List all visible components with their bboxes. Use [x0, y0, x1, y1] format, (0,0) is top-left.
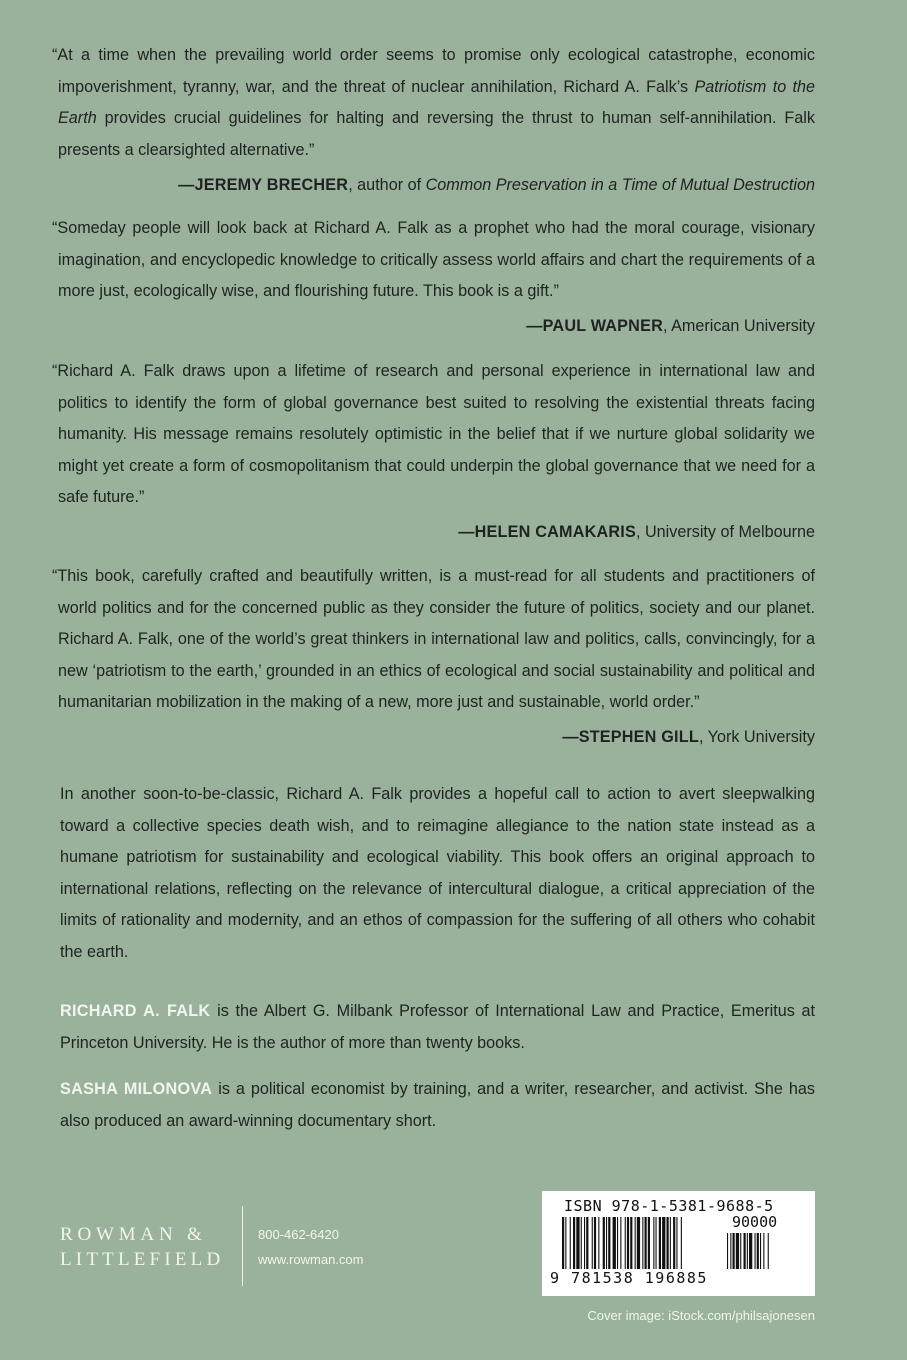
quote-gill: “This book, carefully crafted and beautifully written, is a must-read for all students and practitioners of world politics and for the concerned public as they consider the future of politics, society and our planet. Richard A. Falk, one of the world’s great thinkers in international law and politics, calls, convincingly, for a new ‘patriotism to the earth,’ grounded in an ethics of ecological and social sustainability and political and humanitarian mobilization in the making of a new, more just and sustainable, world order.”: [52, 567, 815, 711]
affiliation: , American University: [662, 317, 815, 335]
bio-milonova: [60, 1074, 815, 1137]
book-title-italic: Patriotism to the Earth: [58, 77, 815, 127]
affiliation-book: Common Preservation in a Time of Mutual Destruction: [425, 176, 815, 194]
affiliation: , University of Melbourne: [635, 523, 815, 541]
publisher-phone: 800-462-6420: [258, 1227, 339, 1242]
bio-text: is a political economist by training, and a writer, researcher, and activist. She has also produced an award-winning documentary short.: [60, 1080, 815, 1130]
author-name: —STEPHEN GILL: [562, 728, 699, 746]
publisher-website: www.rowman.com: [258, 1252, 364, 1267]
publisher-contact: [258, 1222, 363, 1272]
author-name: —PAUL WAPNER: [526, 317, 663, 335]
publisher-divider: [242, 1206, 243, 1286]
cover-credit: Cover image: iStock.com/philsajonesen: [587, 1308, 815, 1323]
bio-text: is the Albert G. Milbank Professor of International Law and Practice, Emeritus at Princeton University. He is the author of more than twenty books.: [60, 1002, 815, 1052]
attribution-brecher: [178, 170, 815, 201]
publisher-line2: LITTLEFIELD: [60, 1249, 225, 1270]
attribution-camakaris: [458, 517, 815, 548]
quote-brecher: [52, 40, 815, 166]
attribution-gill: [562, 722, 815, 753]
quote-text: “At a time when the prevailing world order seems to promise only ecological catastrophe, economic impoverishment, tyranny, war, and the threat of nuclear annihilation, Richard A. Falk’s: [52, 46, 815, 96]
isbn-label: ISBN 978-1-5381-9688-5: [564, 1197, 774, 1215]
author-name: —HELEN CAMAKARIS: [458, 523, 636, 541]
ean-number: 9 781538 196885: [550, 1269, 708, 1287]
bio-name: RICHARD A. FALK: [60, 1002, 211, 1020]
affiliation: , York University: [698, 728, 815, 746]
barcode-box: [542, 1191, 815, 1296]
attribution-wapner: [526, 311, 815, 342]
author-name: —JEREMY BRECHER: [178, 176, 349, 194]
bio-falk: [60, 996, 815, 1059]
publisher-line1: ROWMAN &: [60, 1224, 207, 1245]
affiliation-prefix: , author of: [348, 176, 426, 194]
book-description: In another soon-to-be-classic, Richard A. Falk provides a hopeful call to action to avert sleepwalking toward a collective species death wish, and to reimagine allegiance to the nation state instead as a humane patriotism for sustainability and ecological viability. This book offers an original approach to international relations, reflecting on the relevance of intercultural dialogue, a critical appreciation of the limits of rationality and modernity, and an ethos of compassion for the suffering of all others who cohabit the earth.: [60, 785, 815, 961]
quote-text-cont: provides crucial guidelines for halting and reversing the thrust to human self-annihilation. Falk presents a clearsighted alternative.”: [58, 109, 815, 159]
publisher-logo: [60, 1222, 224, 1272]
price-code: 90000: [732, 1213, 778, 1231]
quote-wapner: “Someday people will look back at Richard A. Falk as a prophet who had the moral courage, visionary imagination, and encyclopedic knowledge to critically assess world affairs and chart the requirements of a more just, ecologically wise, and flourishing future. This book is a gift.”: [52, 219, 815, 300]
bio-name: SASHA MILONOVA: [60, 1080, 213, 1098]
quote-camakaris: “Richard A. Falk draws upon a lifetime of research and personal experience in international law and politics to identify the form of global governance best suited to resolving the existential threats facing humanity. His message remains resolutely optimistic in the belief that if we nurture global solidarity we might yet create a form of cosmopolitanism that could underpin the global governance that we need for a safe future.”: [52, 362, 815, 506]
